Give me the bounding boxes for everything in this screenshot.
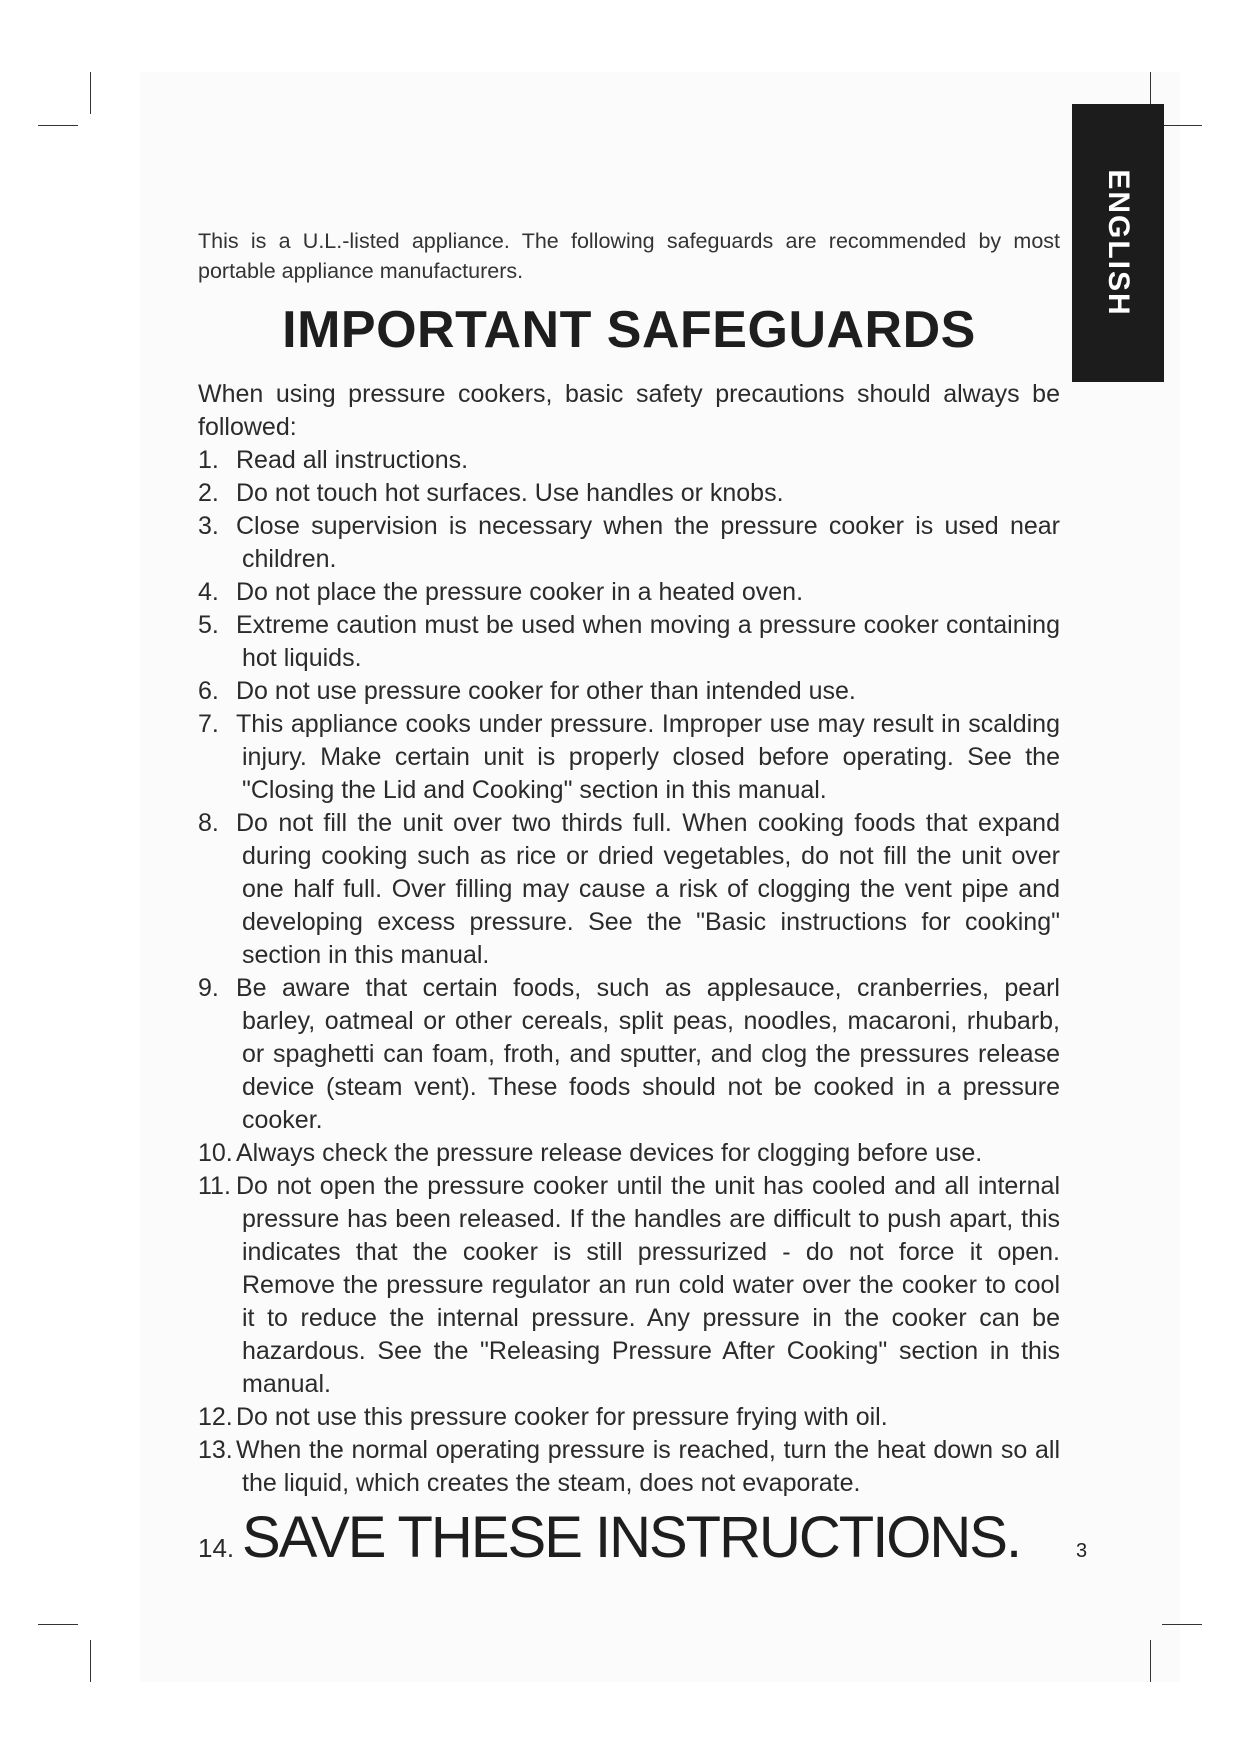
safeguard-list bbox=[198, 444, 1060, 1500]
list-item bbox=[198, 1434, 1060, 1500]
list-item bbox=[198, 1137, 1060, 1170]
list-item bbox=[198, 1170, 1060, 1401]
intro-text: This is a U.L.-listed appliance. The following safeguards are recommended by most portable appliance manufacturers. bbox=[198, 229, 1060, 283]
list-item-number: 3. bbox=[198, 512, 219, 540]
list-item bbox=[198, 675, 1060, 708]
list-item-text: Do not use pressure cooker for other than intended use. bbox=[236, 677, 856, 705]
list-item bbox=[198, 609, 1060, 675]
list-item-number: 10. bbox=[198, 1139, 233, 1167]
list-item-text: Read all instructions. bbox=[236, 446, 469, 474]
crop-mark bbox=[1162, 1624, 1202, 1625]
list-item-text: Do not open the pressure cooker until the unit has cooled and all internal pressure has been released. If the handles are difficult to push apart, this indicates that the cooker is still pressurized - do not force it open. Remove the pressure regulator an run cold water over the cooker to cool it to reduce the internal pressure. Any pressure in the cooker can be hazardous. See the "Releasing Pressure After Cooking" section in this manual. bbox=[236, 1172, 1060, 1398]
list-item bbox=[198, 972, 1060, 1137]
list-item-number: 9. bbox=[198, 974, 219, 1002]
list-item-text: Close supervision is necessary when the pressure cooker is used near children. bbox=[236, 512, 1060, 573]
list-item-number: 5. bbox=[198, 611, 219, 639]
list-item-text: When the normal operating pressure is reached, turn the heat down so all the liquid, which creates the steam, does not evaporate. bbox=[236, 1436, 1060, 1497]
list-item bbox=[198, 807, 1060, 972]
crop-mark bbox=[1150, 1640, 1151, 1682]
lead-text: When using pressure cookers, basic safety precautions should always be followed: bbox=[198, 380, 1060, 441]
final-item-text: SAVE THESE INSTRUCTIONS. bbox=[242, 1505, 1021, 1570]
final-item-number: 14. bbox=[198, 1533, 235, 1563]
list-item-number: 6. bbox=[198, 677, 219, 705]
list-item-number: 4. bbox=[198, 578, 219, 606]
crop-mark bbox=[90, 1640, 91, 1682]
crop-mark bbox=[1162, 125, 1202, 126]
list-item-text: Extreme caution must be used when moving a pressure cooker containing hot liquids. bbox=[236, 611, 1060, 672]
list-item-text: Do not place the pressure cooker in a heated oven. bbox=[236, 578, 804, 606]
list-item bbox=[198, 576, 1060, 609]
list-item-text: Do not use this pressure cooker for pressure frying with oil. bbox=[236, 1403, 888, 1431]
page-title: IMPORTANT SAFEGUARDS bbox=[282, 301, 976, 359]
list-item bbox=[198, 510, 1060, 576]
crop-mark bbox=[38, 1624, 78, 1625]
main-content bbox=[198, 226, 1060, 1571]
list-item-text: Do not fill the unit over two thirds full. When cooking foods that expand during cooking such as rice or dried vegetables, do not fill the unit over one half full. Over filling may cause a risk of clogging the vent pipe and developing excess pressure. See the "Basic instructions for cooking" section in this manual. bbox=[236, 809, 1060, 969]
list-item-text: Always check the pressure release devices for clogging before use. bbox=[236, 1139, 983, 1167]
list-item-text: Do not touch hot surfaces. Use handles or knobs. bbox=[236, 479, 784, 507]
language-tab-label: ENGLISH bbox=[1102, 169, 1135, 317]
list-item-number: 8. bbox=[198, 809, 219, 837]
list-item-number: 12. bbox=[198, 1403, 233, 1431]
language-tab bbox=[1072, 104, 1164, 382]
list-item-number: 13. bbox=[198, 1436, 233, 1464]
list-item bbox=[198, 708, 1060, 807]
page-number: 3 bbox=[1076, 1540, 1088, 1562]
list-item bbox=[198, 1401, 1060, 1434]
list-item-number: 2. bbox=[198, 479, 219, 507]
list-item-number: 11. bbox=[198, 1172, 231, 1200]
crop-mark bbox=[38, 125, 78, 126]
crop-mark bbox=[90, 72, 91, 114]
list-item-number: 1. bbox=[198, 446, 219, 474]
list-item-text: Be aware that certain foods, such as applesauce, cranberries, pearl barley, oatmeal or other cereals, split peas, noodles, macaroni, rhubarb, or spaghetti can foam, froth, and sputter, and clog the pressures release device (steam vent). These foods should not be cooked in a pressure cooker. bbox=[236, 974, 1060, 1134]
list-item bbox=[198, 444, 1060, 477]
list-item-text: This appliance cooks under pressure. Improper use may result in scalding injury. Make certain unit is properly closed before operating. See the "Closing the Lid and Cooking" section in this manual. bbox=[236, 710, 1060, 804]
list-item bbox=[198, 477, 1060, 510]
list-item-number: 7. bbox=[198, 710, 219, 738]
final-item bbox=[198, 1504, 1060, 1571]
